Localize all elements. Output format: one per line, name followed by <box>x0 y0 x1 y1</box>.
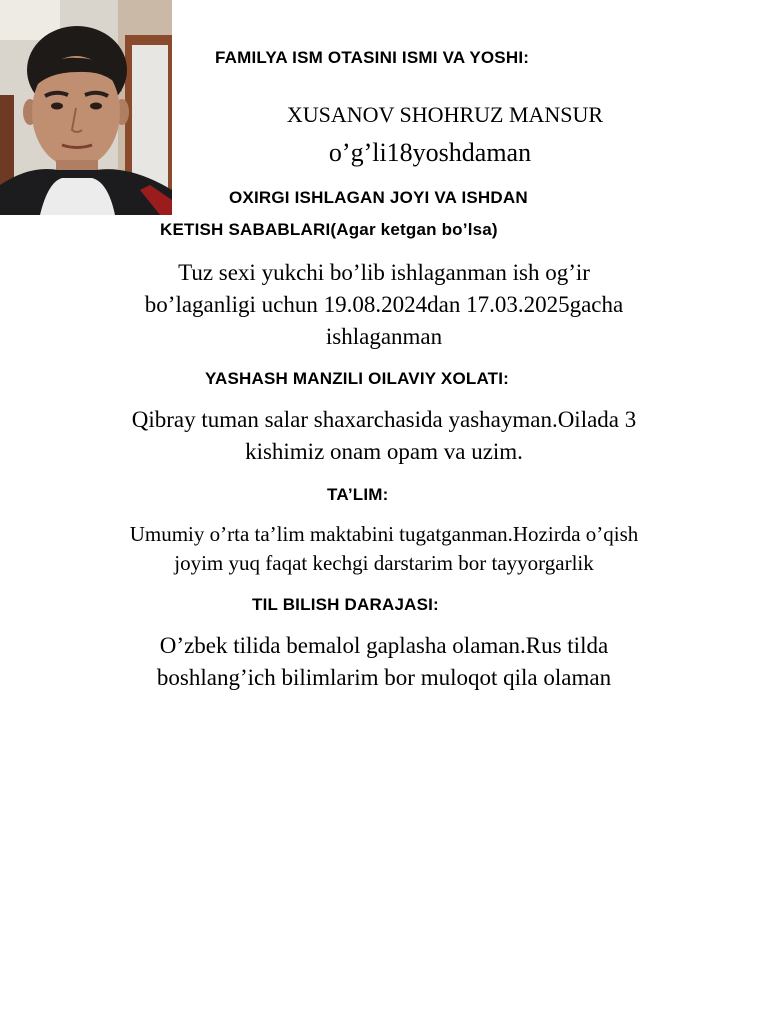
work-heading-line2: KETISH SABABLARI(Agar ketgan bo’lsa) <box>160 220 498 239</box>
address-description <box>84 404 684 468</box>
work-description-line: Tuz sexi yukchi bo’lib ishlaganman ish og’ir <box>178 260 590 285</box>
language-heading: TIL BILISH DARAJASI: <box>252 595 439 614</box>
education-description <box>84 520 684 578</box>
address-description-line: Qibray tuman salar shaxarchasida yashayman.Oilada 3 <box>131 407 637 432</box>
work-description-line: bo’laganligi uchun 19.08.2024dan 17.03.2025gacha <box>144 292 624 317</box>
address-description-line: kishimiz onam opam va uzim. <box>245 439 523 464</box>
work-description-line: ishlaganman <box>325 324 443 349</box>
education-description-line: joyim yuq faqat kechgi darstarim bor tayyorgarlik <box>174 551 594 575</box>
work-heading-line1: OXIRGI ISHLAGAN JOYI VA ISHDAN <box>229 188 528 207</box>
portrait-photo <box>0 0 172 215</box>
education-description-line: Umumiy o’rta ta’lim maktabini tugatganman.Hozirda o’qish <box>129 522 639 546</box>
work-description <box>84 257 684 353</box>
person-photo-icon <box>0 0 172 215</box>
full-name <box>230 102 660 128</box>
patronymic-age <box>230 138 630 168</box>
address-heading: YASHASH MANZILI OILAVIY XOLATI: <box>205 369 510 388</box>
patronymic-age-line: o’g’li18yoshdaman <box>328 138 532 167</box>
language-description <box>84 630 684 694</box>
full-name-line: XUSANOV SHOHRUZ MANSUR <box>286 102 604 127</box>
language-description-line: O’zbek tilida bemalol gaplasha olaman.Rus tilda <box>159 633 609 658</box>
education-heading: TA’LIM: <box>327 485 389 504</box>
name-heading: FAMILYA ISM OTASINI ISMI VA YOSHI: <box>215 48 530 67</box>
language-description-line: boshlang’ich bilimlarim bor muloqot qila olaman <box>156 665 612 690</box>
